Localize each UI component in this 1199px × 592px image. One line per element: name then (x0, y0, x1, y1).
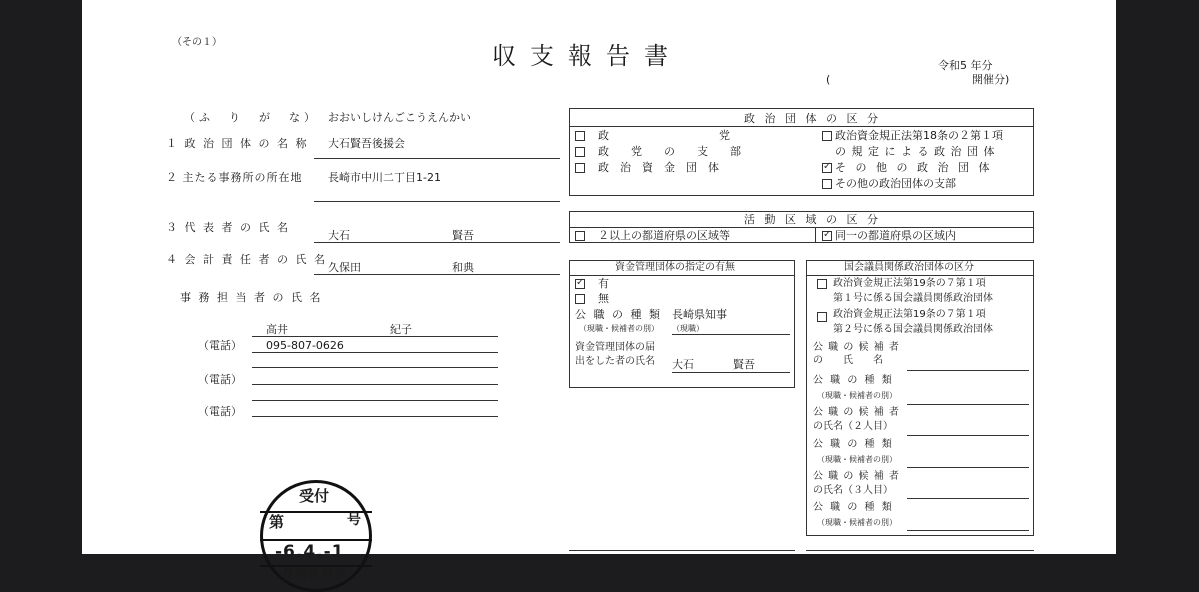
diet-member-header-rule (806, 275, 1034, 276)
representative-given: 賢吾 (452, 229, 474, 242)
stamp-bottom-text: 長崎県選挙 (281, 568, 347, 583)
candidate1-line (907, 370, 1029, 371)
notifier-given: 賢吾 (733, 358, 755, 371)
blank-line-2 (252, 400, 498, 401)
candidate1-label-a: 公 職 の 候 補 者 (813, 342, 900, 353)
accountant-label: ４ 会 計 責 任 者 の 氏 名 (166, 253, 327, 266)
blank-line-1 (252, 367, 498, 368)
article18-label-1: 政治資金規正法第18条の２第１項 (835, 129, 1003, 142)
stamp-date: -6.4.-1 (275, 542, 345, 562)
other-group-label: そ の 他 の 政 治 団 体 (835, 161, 993, 174)
multi-prefecture-label: ２以上の都道府県の区域等 (598, 229, 730, 242)
office-type3-line (907, 530, 1029, 531)
notifier-line (672, 372, 790, 373)
representative-line (314, 242, 560, 243)
office-value: 長崎市中川二丁目1-21 (328, 171, 441, 184)
article18-label-2: の 規 定 に よ る 政 治 団 体 (835, 145, 996, 158)
bottom-box-right-edge (806, 550, 1034, 551)
office-type3-sub: （現職・候補者の別） (817, 518, 897, 527)
group-name-value: 大石賢吾後援会 (328, 137, 405, 150)
phone-line-1 (252, 352, 498, 353)
activity-area-header-rule (569, 227, 1034, 228)
office-line (314, 201, 560, 202)
phone-line-3 (252, 416, 498, 417)
fund-yes-label: 有 (598, 277, 609, 290)
group-type-header: 政 治 団 体 の 区 分 (744, 112, 881, 125)
representative-label: ３ 代 表 者 の 氏 名 (166, 221, 290, 234)
group-type-header-rule (569, 126, 1034, 127)
fund-group-label: 政 治 資 金 団 体 (598, 161, 719, 174)
staff-line (252, 336, 498, 337)
report-page (82, 0, 1116, 583)
party-checkbox[interactable] (575, 131, 585, 141)
group-name-label: １ 政 治 団 体 の 名 称 (166, 137, 309, 150)
kaisai-open: ( (826, 73, 831, 86)
diet-item2-label-b: 第２号に係る国会議員関係政治団体 (833, 324, 993, 335)
representative-family: 大石 (328, 229, 350, 242)
candidate3-label-a: 公 職 の 候 補 者 (813, 471, 900, 482)
office-type-label: 公 職 の 種 類 (575, 308, 662, 321)
candidate2-label-b: の氏名（２人目） (813, 421, 893, 432)
candidate3-label-b: の氏名（３人目） (813, 485, 893, 496)
other-branch-label: その他の政治団体の支部 (835, 177, 956, 190)
candidate2-label-a: 公 職 の 候 補 者 (813, 407, 900, 418)
phone-label-2: （電話） (198, 373, 242, 386)
party-branch-checkbox[interactable] (575, 147, 585, 157)
diet-item2-label-a: 政治資金規正法第19条の７第１項 (833, 309, 986, 320)
staff-label: 事 務 担 当 者 の 氏 名 (180, 291, 323, 304)
stamp-top-text: 受付 (299, 487, 330, 505)
report-year: 令和5 年分 (938, 59, 993, 72)
stamp-dai: 第 (269, 513, 285, 531)
diet-item1-checkbox[interactable] (817, 279, 827, 289)
form-number: （その１） (172, 37, 222, 48)
candidate1-label-b: の 氏 名 (813, 355, 883, 366)
fund-management-header: 資金管理団体の指定の有無 (615, 262, 735, 273)
accountant-family: 久保田 (328, 261, 361, 274)
furigana-value: おおいしけんごこうえんかい (328, 111, 471, 124)
accountant-given: 和典 (452, 261, 474, 274)
activity-area-divider (815, 227, 816, 243)
diet-item2-checkbox[interactable] (817, 312, 827, 322)
fund-group-checkbox[interactable] (575, 163, 585, 173)
office-type-sub-value: （現職） (672, 324, 704, 333)
candidate3-line (907, 498, 1029, 499)
single-prefecture-label: 同一の都道府県の区域内 (835, 229, 956, 242)
phone-label-3: （電話） (198, 405, 242, 418)
notifier-label-1: 資金管理団体の届 (575, 342, 655, 353)
office-type1-label: 公 職 の 種 類 (813, 375, 894, 386)
diet-item1-label-a: 政治資金規正法第19条の７第１項 (833, 278, 986, 289)
activity-area-header: 活 動 区 域 の 区 分 (744, 213, 881, 226)
accountant-line (314, 274, 560, 275)
notifier-label-2: 出をした者の氏名 (575, 356, 655, 367)
party-branch-label: 政 党 の 支 部 (598, 145, 741, 158)
office-label: ２ 主たる事務所の所在地 (166, 171, 303, 184)
furigana-label: （ふ り が な） (184, 111, 319, 124)
fund-no-label: 無 (598, 292, 609, 305)
staff-given: 紀子 (390, 323, 412, 336)
other-group-checkbox[interactable] (822, 163, 832, 173)
office-type2-label: 公 職 の 種 類 (813, 439, 894, 450)
article18-checkbox[interactable] (822, 131, 832, 141)
office-type1-line (907, 404, 1029, 405)
phone-label-1: （電話） (198, 339, 242, 352)
other-branch-checkbox[interactable] (822, 179, 832, 189)
group-name-line (314, 158, 560, 159)
office-type1-sub: （現職・候補者の別） (817, 391, 897, 400)
page-title: 収支報告書 (492, 42, 682, 70)
office-type-value: 長崎県知事 (672, 308, 727, 321)
diet-item1-label-b: 第１号に係る国会議員関係政治団体 (833, 293, 993, 304)
kaisai-label: 開催分) (972, 73, 1010, 86)
office-type2-sub: （現職・候補者の別） (817, 455, 897, 464)
office-type2-line (907, 467, 1029, 468)
fund-management-header-rule (569, 275, 795, 276)
multi-prefecture-checkbox[interactable] (575, 231, 585, 241)
reception-stamp (260, 480, 372, 592)
office-type-sub-label: （現職・候補者の別） (579, 324, 659, 333)
stamp-go: 号 (347, 512, 361, 528)
diet-member-header: 国会議員関係政治団体の区分 (844, 262, 974, 273)
stamp-band-bottom (260, 565, 372, 567)
phone-line-2 (252, 384, 498, 385)
staff-family: 高井 (266, 323, 288, 336)
phone-value: 095-807-0626 (266, 339, 344, 352)
candidate2-line (907, 435, 1029, 436)
bottom-box-left-edge (569, 550, 795, 551)
notifier-family: 大石 (672, 358, 694, 371)
fund-yes-checkbox[interactable] (575, 279, 585, 289)
party-label: 政 党 (598, 129, 730, 142)
office-type-line (672, 334, 790, 335)
single-prefecture-checkbox[interactable] (822, 231, 832, 241)
office-type3-label: 公 職 の 種 類 (813, 502, 894, 513)
fund-no-checkbox[interactable] (575, 294, 585, 304)
stamp-band-middle (260, 539, 372, 541)
